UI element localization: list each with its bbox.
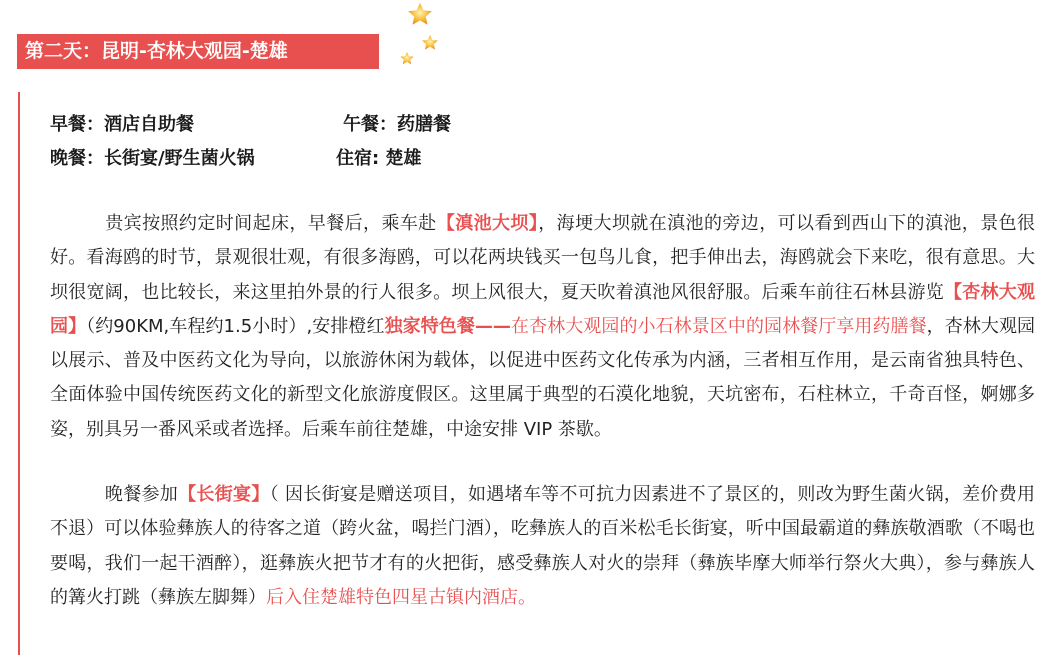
- lunch-info: 午餐：药膳餐: [343, 114, 451, 135]
- highlight-meal-detail: 在杏林大观园的小石林景区中的园林餐厅享用药膳餐: [510, 315, 927, 337]
- day-title: 第二天：昆明-杏林大观园-楚雄: [25, 40, 288, 62]
- meal-row: [50, 108, 451, 142]
- day-title-banner: [17, 34, 379, 69]
- highlight-xinglin-park: 【杏林大观园】: [50, 281, 1035, 337]
- highlight-hotel: 后入住楚雄特色四星古镇内酒店。: [266, 586, 536, 608]
- text-run: 晚餐参加: [104, 484, 179, 505]
- text-run: ，杏林大观园以展示、普及中医药文化为导向，以旅游休闲为载体，以促进中医药文化传承为内涵，三者相互作用，是云南省独具特色、全面体验中国传统医药文化的新型文化旅游度假区。这里属于典型的石漠化地貌，天坑密布，石柱林立，千奇百怪，婀娜多姿，别具另一番风采或者选择。后乘车前往楚雄，中途安排 VIP 茶歇。: [50, 315, 1036, 440]
- text-run: （约90KM,车程约1.5小时）,安排橙红: [86, 315, 385, 337]
- text-run: （ 因长街宴是赠送项目，如遇堵车等不可抗力因素进不了景区的，则改为野生菌火锅，差价费用不退）可以体验彝族人的待客之道（跨火盆，喝拦门酒），吃彝族人的百米松毛长街宴，听中国最霸道的彝族敬酒歌（不喝也要喝，我们一起干酒醉），逛彝族火把节才有的火把街，感受彝族人对火的崇拜（彝族毕摩大师举行祭火大典），参与彝族人的篝火打跳（彝族左脚舞）: [50, 484, 1036, 608]
- text-run: 贵宾按照约定时间起床，早餐后，乘车赴: [105, 213, 437, 234]
- highlight-special-meal: 独家特色餐——: [384, 315, 511, 337]
- dinner-info: 晚餐：长街宴/野生菌火锅: [50, 148, 255, 169]
- highlight-dianchi-dam: 【滇池大坝】: [436, 213, 539, 234]
- highlight-long-street-banquet: 【长街宴】: [178, 484, 270, 505]
- lodging-info: 住宿: 楚雄: [336, 148, 422, 169]
- meal-row: [50, 142, 422, 176]
- star-icon: [422, 35, 438, 50]
- star-icon: [408, 3, 432, 25]
- indent: [50, 484, 105, 505]
- decorative-stars: [396, 0, 446, 72]
- indent: [50, 213, 105, 234]
- text-run: ，海埂大坝就在滇池的旁边，可以看到西山下的滇池，景色很好。看海鸥的时节，景观很壮观，有很多海鸥，可以花两块钱买一包鸟儿食，把手伸出去，海鸥就会下来吃，很有意思。大坝很宽阔，也比较长，来这里拍外景的行人很多。坝上风很大，夏天吹着滇池风很舒服。后乘车前往石林县游览: [50, 213, 1036, 303]
- breakfast-info: 早餐：酒店自助餐: [50, 114, 194, 135]
- itinerary-paragraph-2: [50, 478, 1035, 615]
- star-icon: [400, 52, 413, 64]
- itinerary-paragraph-1: [50, 207, 1035, 447]
- left-accent-rule: [18, 92, 20, 655]
- meal-schedule: [50, 108, 451, 176]
